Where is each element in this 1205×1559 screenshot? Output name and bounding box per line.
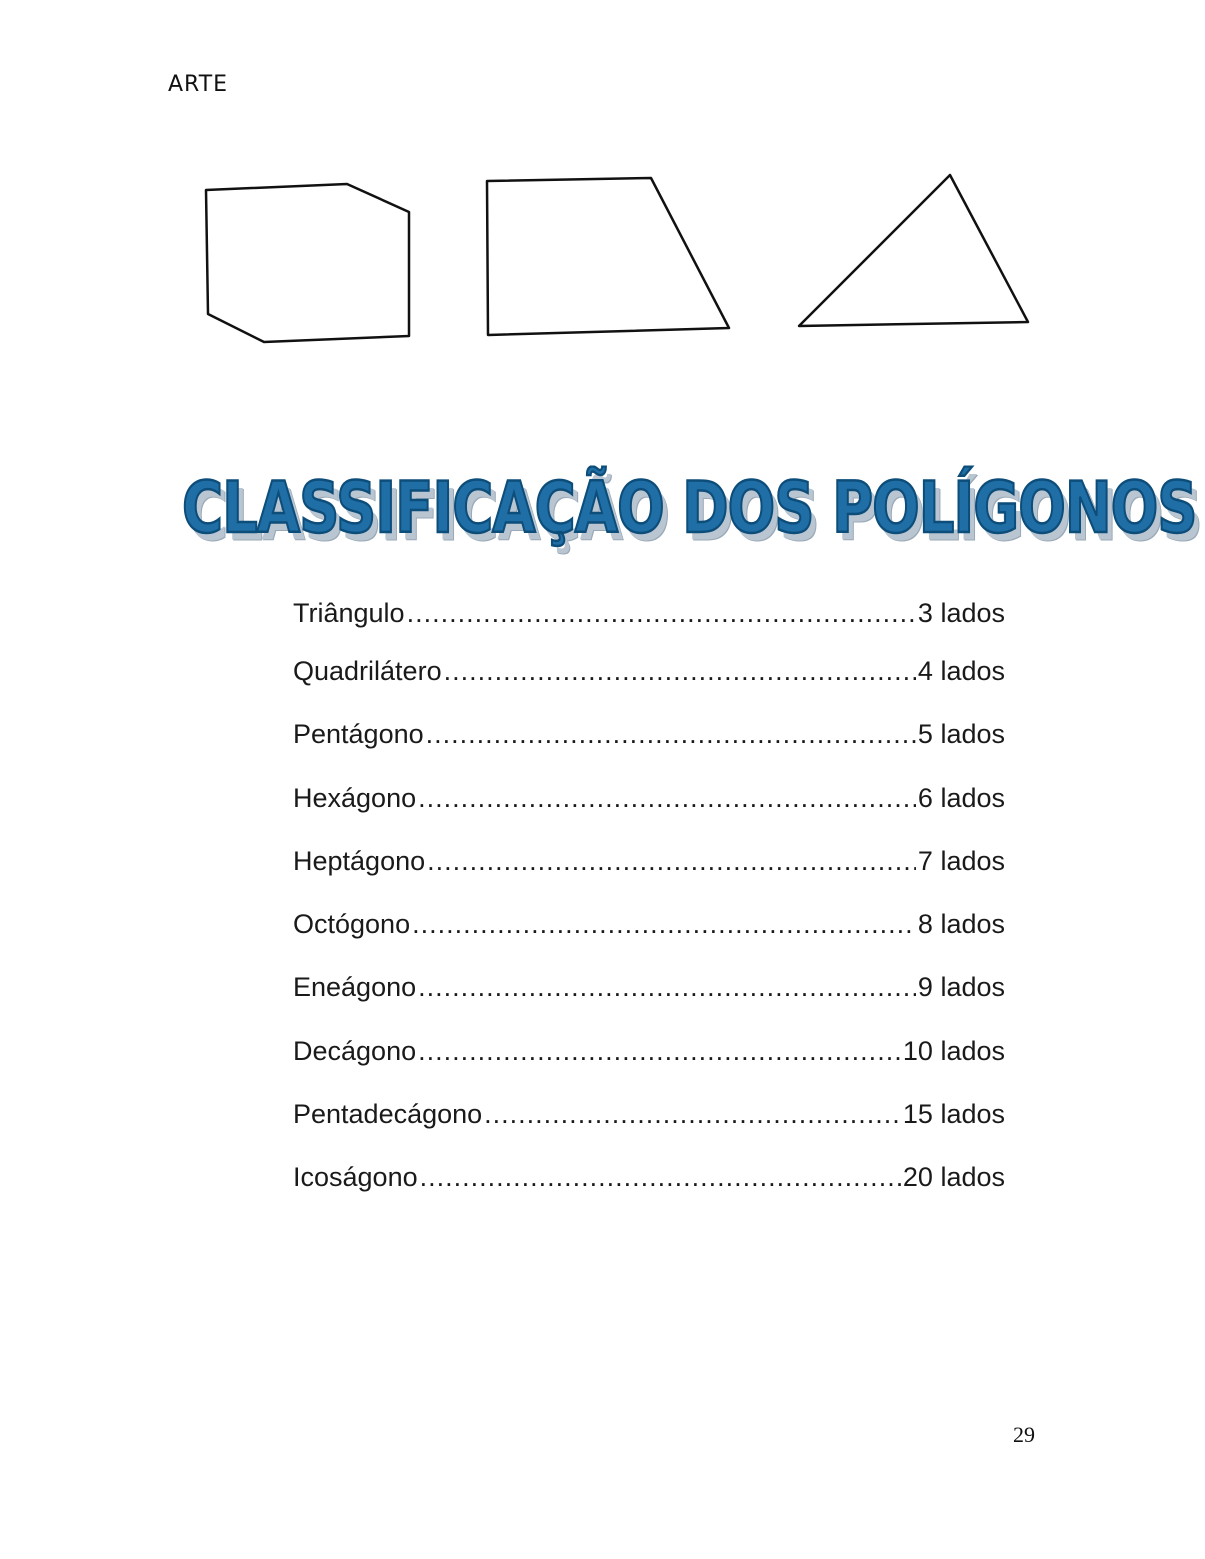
polygon-name: Decágono [293,1035,417,1066]
polygon-name: Quadrilátero [293,656,442,686]
polygon-sides: 15 lados [902,1099,1005,1130]
list-item-pentagono [293,719,1005,782]
polygon-sides: 3 lados [917,598,1005,628]
trapezoid-drawing [487,178,729,335]
polygon-sides: 7 lados [917,845,1005,876]
list-item-heptagono [293,846,1005,909]
page-number: 29 [1013,1422,1035,1447]
hexagon-drawing [206,184,409,342]
polygon-name: Heptágono [293,845,426,876]
dot-leader [418,783,916,814]
dot-leader [484,1099,901,1130]
polygon-name: Octógono [293,909,411,940]
dot-leader [444,656,916,687]
polygon-name: Eneágono [293,972,417,1003]
polygon-sides: 8 lados [917,909,1005,940]
subject-header: ARTE [168,72,229,97]
list-item-icosagono [293,1162,1005,1225]
list-item-octogono [293,909,1005,972]
dot-leader [427,846,916,877]
polygon-sides: 9 lados [917,972,1005,1003]
dot-leader [412,909,916,940]
polygon-sides: 6 lados [917,782,1005,813]
dot-leader [418,1036,901,1067]
list-item-pentadecagono [293,1099,1005,1162]
list-item-hexagono [293,783,1005,846]
dot-leader [407,598,916,629]
polygon-classification-list [293,598,1005,1226]
list-item-eneagono [293,972,1005,1035]
polygon-name: Pentágono [293,719,424,750]
polygon-sides: 4 lados [917,656,1005,686]
list-item-quadrilatero [293,656,1005,719]
dot-leader [426,719,916,750]
polygon-drawings [0,0,1205,400]
dot-leader [420,1162,901,1193]
triangle-drawing [799,175,1028,326]
polygon-sides: 20 lados [902,1162,1005,1193]
page-title: CLASSIFICAÇÃO DOS POLÍGONOS [182,468,1197,550]
dot-leader [418,972,916,1003]
list-item-triangulo [293,598,1005,656]
polygon-name: Icoságono [293,1162,418,1193]
list-item-decagono [293,1036,1005,1099]
polygon-name: Triângulo [293,598,405,628]
polygon-name: Pentadecágono [293,1099,483,1130]
polygon-sides: 5 lados [917,719,1005,750]
polygon-name: Hexágono [293,782,417,813]
polygon-sides: 10 lados [902,1035,1005,1066]
